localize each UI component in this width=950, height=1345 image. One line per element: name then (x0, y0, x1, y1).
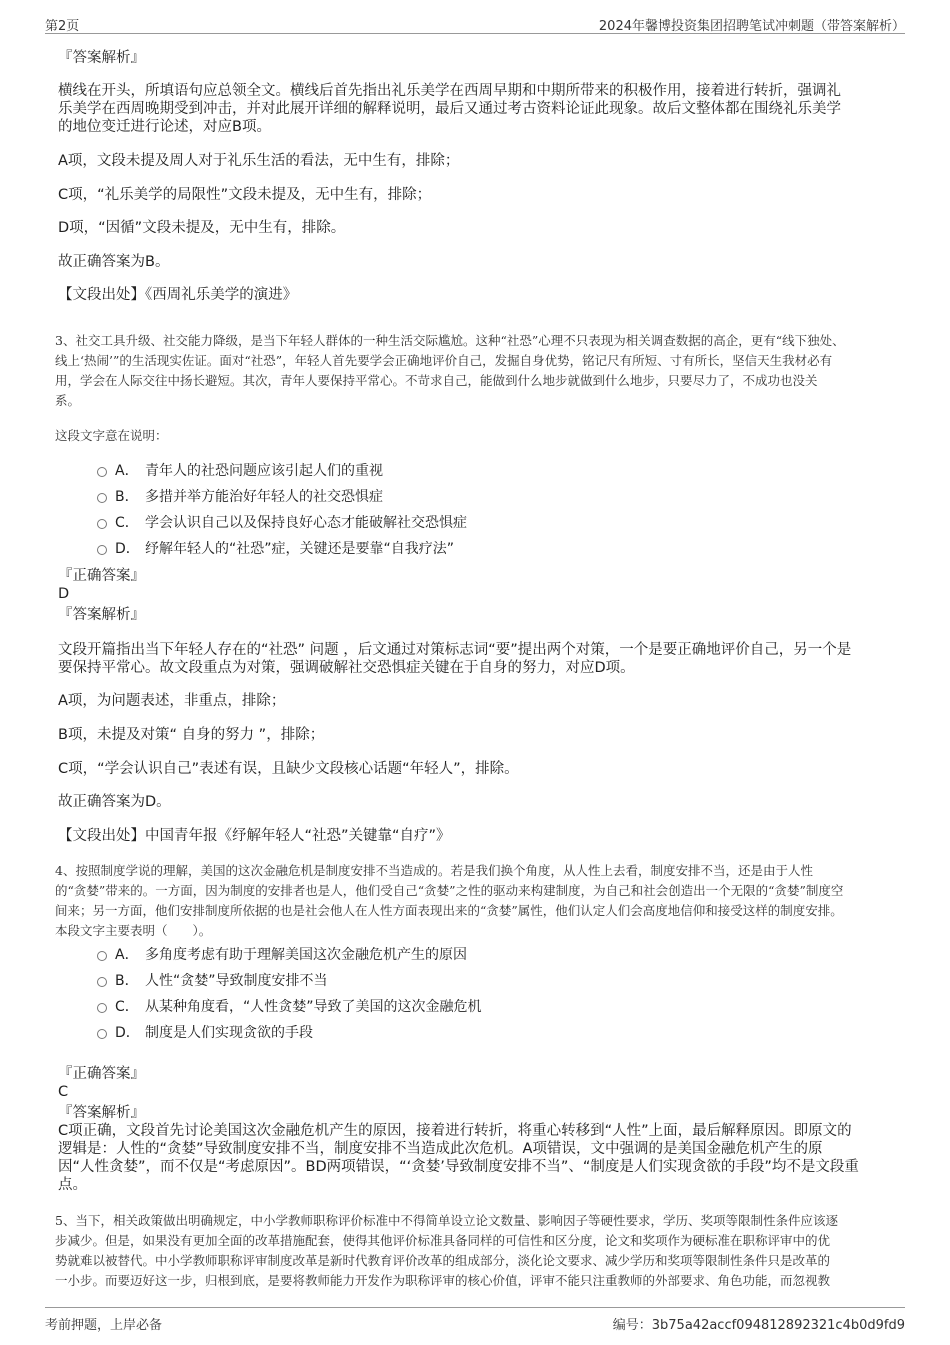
analysis-label: 『答案解析』 (58, 1105, 145, 1121)
option-letter: B． (115, 489, 139, 505)
question-prompt: 这段文字意在说明： (55, 428, 168, 443)
option-letter: D． (115, 541, 140, 557)
option-d[interactable] (115, 1024, 313, 1042)
option-d[interactable] (115, 540, 454, 558)
analysis-line: C项正确，文段首先讨论美国这次金融危机产生的原因，接着进行转折，将重心转移到“人性”上面，最后解释原因。即原文的 (58, 1123, 852, 1139)
option-c[interactable] (115, 514, 467, 532)
analysis-label: 『答案解析』 (58, 607, 145, 623)
option-letter: A． (115, 947, 139, 963)
option-note-c: C项，“学会认识自己”表述有误，且缺少文段核心话题“年轻人”，排除。 (58, 761, 519, 777)
question-stem-line: 一小步。而要迈好这一步，归根到底，是要将教师能力开发作为职称评审的核心价值，评审不能只注重教师的外部要求、角色功能，而忽视教 (55, 1273, 831, 1288)
radio-option-d[interactable] (97, 1029, 107, 1039)
analysis-line: 要保持平常心。故文段重点为对策，强调破解社交恐惧症关键在于自身的努力，对应D项。 (58, 660, 635, 676)
option-text: 纾解年轻人的“社恐”症，关键还是要靠“自我疗法” (145, 541, 455, 557)
correct-answer: D (58, 586, 70, 602)
question-stem-line: 线上‘热闹’”的生活现实佐证。面对“社恐”，年轻人首先要学会正确地评价自己，发掘自身优势，铭记尺有所短、寸有所长，坚信天生我材必有 (55, 353, 833, 368)
footer-code-value: 3b75a42accf094812892321c4b0d9fd9 (651, 1318, 905, 1333)
correct-answer-label: 『正确答案』 (58, 568, 145, 584)
question-stem-line: 本段文字主要表明（ ）。 (55, 923, 212, 938)
radio-option-a[interactable] (97, 951, 107, 961)
option-letter: D． (115, 1025, 140, 1041)
option-note-a: A项，为问题表述，非重点，排除； (58, 693, 286, 709)
radio-option-b[interactable] (97, 977, 107, 987)
option-note-b: B项，未提及对策“ 自身的努力 ”，排除； (58, 727, 325, 743)
radio-option-b[interactable] (97, 493, 107, 503)
question-stem-line: 势就难以被替代。中小学教师职称评审制度改革是新时代教育评价改革的组成部分，淡化论文要求、减少学历和奖项等限制性条件只是改革的 (55, 1253, 831, 1268)
question-stem-line: 系。 (55, 393, 81, 408)
option-note-d: D项，“因循”文段未提及，无中生有，排除。 (58, 220, 346, 236)
option-note-a: A项，文段未提及周人对于礼乐生活的看法，无中生有，排除； (58, 153, 460, 169)
question-stem-line: 间来；另一方面，他们安排制度所依据的也是社会他人在人性方面表现出来的“贪婪”属性，他们认定人们会高度地信仰和接受这样的制度安排。 (55, 903, 843, 918)
question-stem-line: 用，学会在人际交往中扬长避短。其次，青年人要保持平常心。不苛求自己，能做到什么地步就做到什么地步，只要尽力了，不成功也没关 (55, 373, 818, 388)
option-text: 青年人的社恐问题应该引起人们的重视 (145, 463, 383, 479)
option-b[interactable] (115, 972, 328, 990)
question-stem-line: 步减少。但是，如果没有更加全面的改革措施配套，使得其他评价标准具备同样的可信性和区分度，论文和奖项作为硬标准在职称评审中的优 (55, 1233, 831, 1248)
option-text: 多措并举方能治好年轻人的社交恐惧症 (145, 489, 383, 505)
option-text: 从某种角度看，“人性贪婪”导致了美国的这次金融危机 (145, 999, 482, 1015)
radio-option-c[interactable] (97, 1003, 107, 1013)
option-b[interactable] (115, 488, 383, 506)
analysis-line: 因“人性贪婪”，而不仅是“考虑原因”。BD两项错误，“‘贪婪’导致制度安排不当”、“制度是人们实现贪欲的手段”均不是文段重 (58, 1159, 859, 1175)
question-stem-line: 4、按照制度学说的理解，美国的这次金融危机是制度安排不当造成的。若是我们换个角度，从人性上去看，制度安排不当，还是由于人性 (55, 863, 813, 878)
option-text: 多角度考虑有助于理解美国这次金融危机产生的原因 (145, 947, 467, 963)
radio-option-a[interactable] (97, 467, 107, 477)
answer-line: 故正确答案为D。 (58, 794, 171, 810)
footer-divider (45, 1307, 905, 1308)
option-text: 制度是人们实现贪欲的手段 (145, 1025, 313, 1041)
analysis-line: 文段开篇指出当下年轻人存在的“社恐” 问题 ，后文通过对策标志词“要”提出两个对策，一个是要正确地评价自己，另一个是 (58, 642, 852, 658)
answer-line: 故正确答案为B。 (58, 254, 170, 270)
option-a[interactable] (115, 946, 467, 964)
question-stem-line: 3、社交工具升级、社交能力降级，是当下年轻人群体的一种生活交际尴尬。这种“社恐”心理不只表现为相关调查数据的高企，更有“线下独处、 (55, 333, 845, 348)
header-divider (45, 33, 905, 34)
footer-code-label: 编号： (612, 1318, 652, 1333)
correct-answer: C (58, 1084, 69, 1100)
correct-answer-label: 『正确答案』 (58, 1066, 145, 1082)
analysis-line: 横线在开头，所填语句应总领全文。横线后首先指出礼乐美学在西周早期和中期所带来的积极作用，接着进行转折，强调礼 (58, 83, 841, 99)
footer-slogan: 考前押题，上岸必备 (45, 1318, 163, 1333)
analysis-line: 的地位变迁进行论述，对应B项。 (58, 119, 271, 135)
analysis-label-q2: 『答案解析』 (58, 50, 145, 66)
option-letter: B． (115, 973, 139, 989)
option-text: 学会认识自己以及保持良好心态才能破解社交恐惧症 (145, 515, 467, 531)
option-letter: A． (115, 463, 139, 479)
footer-code (613, 1314, 905, 1333)
radio-option-c[interactable] (97, 519, 107, 529)
option-c[interactable] (115, 998, 482, 1016)
option-text: 人性“贪婪”导致制度安排不当 (145, 973, 328, 989)
doc-title: 2024年馨博投资集团招聘笔试冲刺题（带答案解析） (598, 19, 905, 34)
source-line: 【文段出处】中国青年报《纾解年轻人“社恐”关键靠“自疗”》 (58, 828, 451, 844)
question-stem-line: 5、当下，相关政策做出明确规定，中小学教师职称评价标准中不得简单设立论文数量、影响因子等硬性要求，学历、奖项等限制性条件应该逐 (55, 1213, 838, 1228)
option-letter: C． (115, 999, 139, 1015)
analysis-line: 逻辑是：人性的“贪婪”导致制度安排不当，制度安排不当造成此次危机。A项错误，文中强调的是美国金融危机产生的原 (58, 1141, 823, 1157)
option-letter: C． (115, 515, 139, 531)
question-stem-line: 的“贪婪”带来的。一方面，因为制度的安排者也是人，他们受自己“贪婪”之性的驱动来构建制度，为自己和社会创造出一个无限的“贪婪”制度空 (55, 883, 844, 898)
option-note-c: C项，“礼乐美学的局限性”文段未提及，无中生有，排除； (58, 187, 432, 203)
analysis-line: 乐美学在西周晚期受到冲击，并对此展开详细的解释说明，最后又通过考古资料论证此现象。故后文整体都在围绕礼乐美学 (58, 101, 841, 117)
analysis-line: 点。 (58, 1177, 87, 1193)
source-line: 【文段出处】《西周礼乐美学的演进》 (58, 287, 298, 303)
option-a[interactable] (115, 462, 383, 480)
page-number: 第2页 (45, 19, 80, 34)
radio-option-d[interactable] (97, 545, 107, 555)
